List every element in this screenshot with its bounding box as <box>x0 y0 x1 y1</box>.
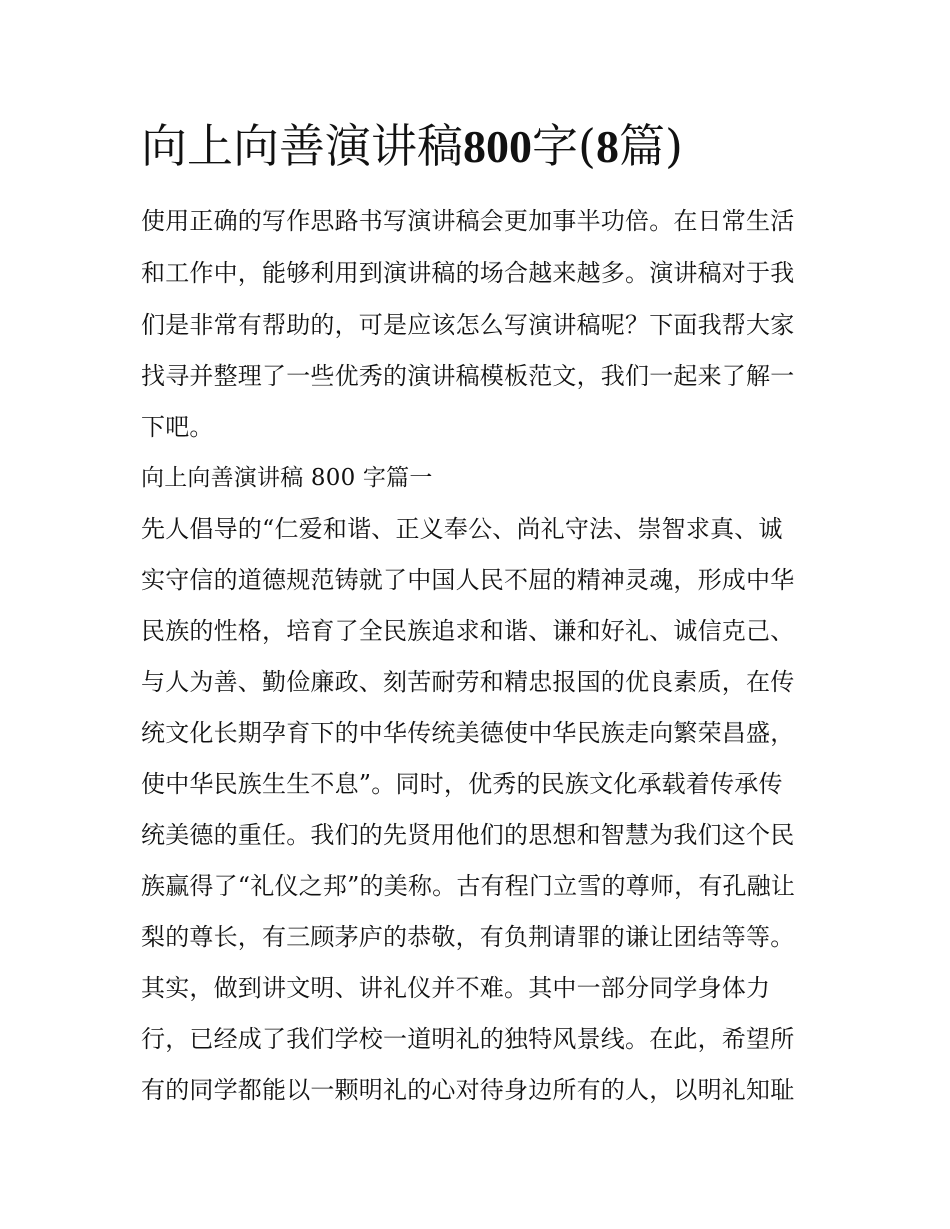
paragraph-line: 统文化长期孕育下的中华传统美德使中华民族走向繁荣昌盛， <box>141 719 795 747</box>
paragraph-line: 族赢得了“礼仪之邦”的美称。古有程门立雪的尊师，有孔融让 <box>141 872 796 900</box>
paragraph-line: 先人倡导的“仁爱和谐、正义奉公、尚礼守法、崇智求真、诚 <box>141 515 783 543</box>
paragraph-line: 民族的性格，培育了全民族追求和谐、谦和好礼、诚信克己、 <box>141 617 795 645</box>
section-heading: 向上向善演讲稿 800 字篇一 <box>141 465 433 491</box>
paragraph-line: 下吧。 <box>141 413 214 441</box>
paragraph-line: 与人为善、勤俭廉政、刻苦耐劳和精忠报国的优良素质，在传 <box>141 668 795 696</box>
title-count: 8 <box>595 121 619 172</box>
paragraph-line: 有的同学都能以一颗明礼的心对待身边所有的人，以明礼知耻 <box>141 1076 795 1104</box>
title-number: 800 <box>463 121 532 172</box>
paragraph-line: 梨的尊长，有三顾茅庐的恭敬，有负荆请罪的谦让团结等等。 <box>141 923 795 951</box>
document-title <box>141 114 841 179</box>
title-prefix: 向上向善演讲稿 <box>141 119 463 173</box>
paragraph-line: 使中华民族生生不息”。同时，优秀的民族文化承载着传承传 <box>141 770 783 798</box>
paragraph-line: 和工作中，能够利用到演讲稿的场合越来越多。演讲稿对于我 <box>141 259 795 287</box>
paragraph-line: 实守信的道德规范铸就了中国人民不屈的精神灵魂，形成中华 <box>141 566 795 594</box>
paragraph-line: 其实，做到讲文明、讲礼仪并不难。其中一部分同学身体力 <box>141 974 771 1002</box>
paragraph-line: 们是非常有帮助的，可是应该怎么写演讲稿呢？下面我帮大家 <box>141 311 795 339</box>
paragraph-line: 行，已经成了我们学校一道明礼的独特风景线。在此，希望所 <box>141 1025 795 1053</box>
paragraph-line: 统美德的重任。我们的先贤用他们的思想和智慧为我们这个民 <box>141 821 795 849</box>
paragraph-line: 找寻并整理了一些优秀的演讲稿模板范文，我们一起来了解一 <box>141 362 795 390</box>
title-suffix: 篇) <box>618 119 683 173</box>
paragraph-line: 使用正确的写作思路书写演讲稿会更加事半功倍。在日常生活 <box>141 207 795 235</box>
title-middle: 字( <box>532 119 596 173</box>
